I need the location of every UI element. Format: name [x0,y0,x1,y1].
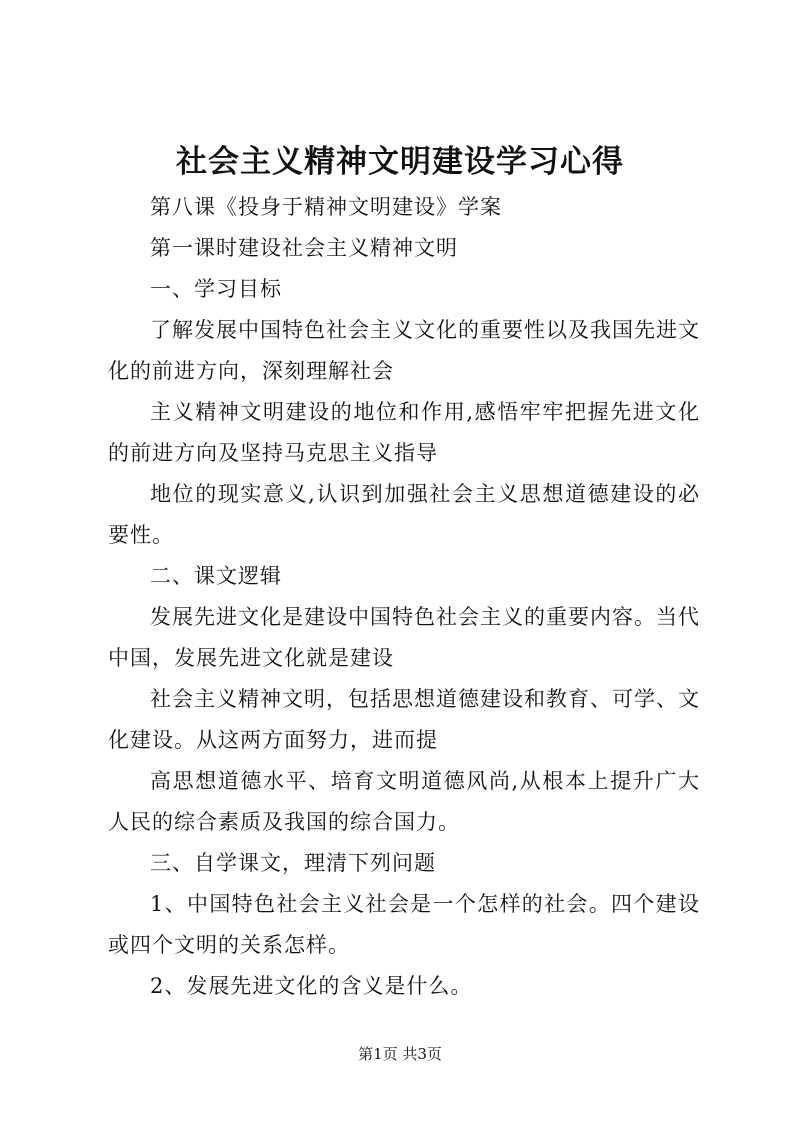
paragraph-goals-2: 主义精神文明建设的地位和作用,感悟牢牢把握先进文化的前进方向及坚持马克思主义指导 [108,400,700,465]
page-footer [0,1042,800,1066]
page-indicator: 第1页 共3页 [358,1045,442,1063]
paragraph-first-lesson: 第一课时建设社会主义精神文明 [150,236,458,260]
section-heading-goals: 一、学习目标 [150,277,282,301]
paragraph-goals-1: 了解发展中国特色社会主义文化的重要性以及我国先进文化的前进方向，深刻理解社会 [108,318,700,383]
section-heading-logic: 二、课文逻辑 [150,564,282,588]
section-heading-self-study: 三、自学课文，理清下列问题 [150,851,436,875]
question-2: 2、发展先进文化的含义是什么。 [150,974,473,998]
paragraph-logic-2: 社会主义精神文明，包括思想道德建设和教育、可学、文化建设。从这两方面努力，进而提 [108,687,700,752]
paragraph-goals-3: 地位的现实意义,认识到加强社会主义思想道德建设的必要性。 [108,482,700,547]
paragraph-lesson-heading: 第八课《投身于精神文明建设》学案 [150,195,502,219]
paragraph-logic-3: 高思想道德水平、培育文明道德风尚,从根本上提升广大人民的综合素质及我国的综合国力。 [108,769,700,834]
document-title: 社会主义精神文明建设学习心得 [176,144,624,180]
paragraph-logic-1: 发展先进文化是建设中国特色社会主义的重要内容。当代中国，发展先进文化就是建设 [108,605,700,670]
question-1: 1、中国特色社会主义社会是一个怎样的社会。四个建设或四个文明的关系怎样。 [108,892,700,957]
document-body [108,187,700,1007]
